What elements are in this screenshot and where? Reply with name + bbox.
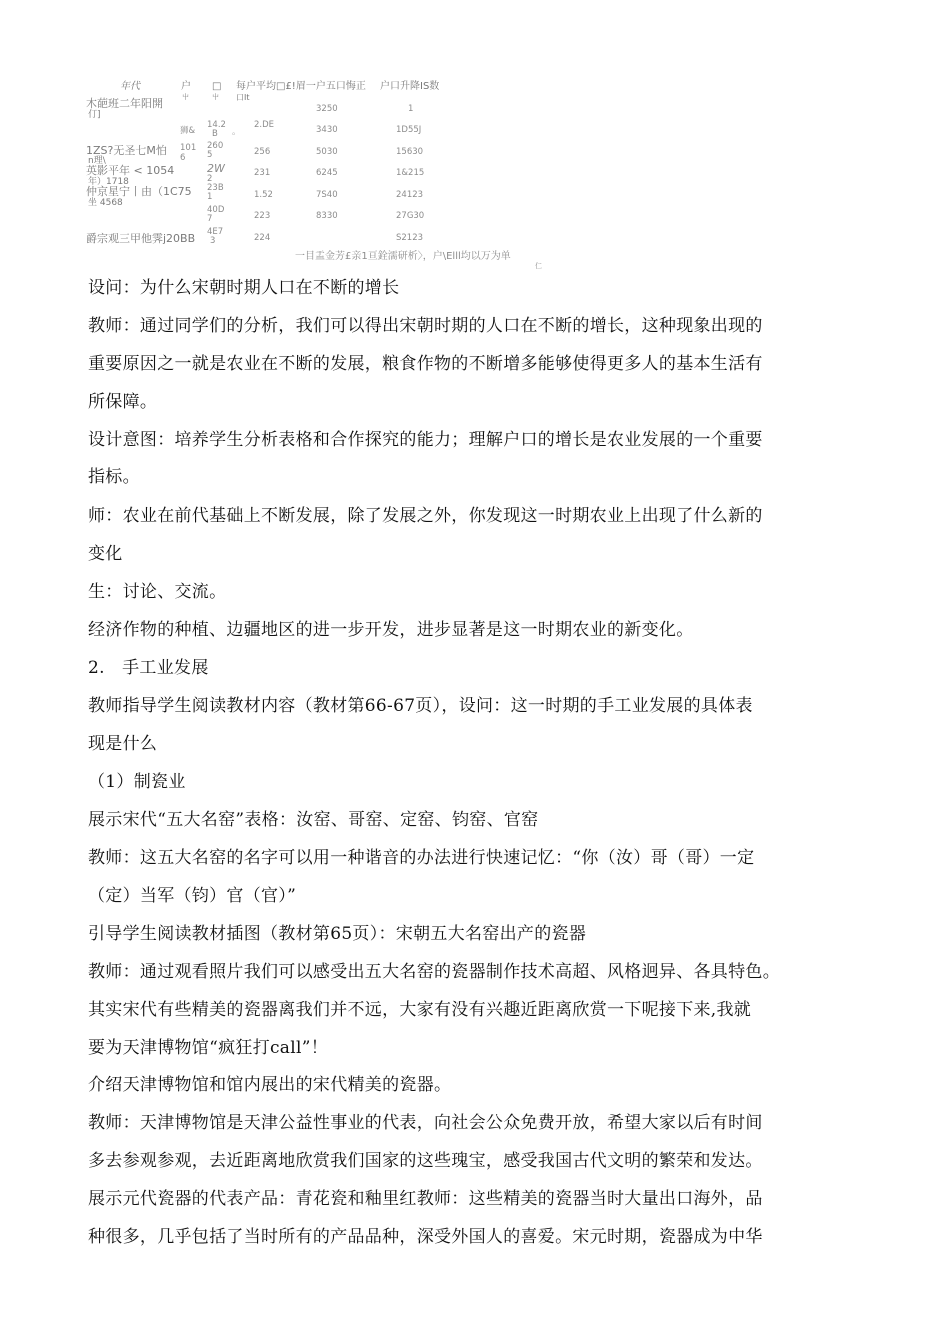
avg-value: 256 <box>254 147 271 157</box>
col3-value: 1 <box>207 192 213 202</box>
paragraph-line: 种很多，几乎包括了当时所有的产品品种，深受外国人的喜爱。宋元时期，瓷器成为中华 <box>88 1227 763 1247</box>
table-caption: 一目盂金芳£亲1亘銓濡研析〉，户\Elll均以万为单 <box>295 251 511 262</box>
paragraph-line: 展示宋代“五大名窑”表格：汝窑、哥窑、定窑、钧窑、官窑 <box>88 810 539 830</box>
col3-value: 2W <box>207 162 225 175</box>
paragraph-line: 生：讨论、交流。 <box>88 582 227 602</box>
era-label: 英影平年 < 1054 <box>86 164 175 177</box>
avg-value: 2.DE <box>254 120 275 130</box>
paragraph-line: （定）当军（钧）官（官）” <box>88 886 297 906</box>
paragraph-line: 教师：通过观看照片我们可以感受出五大名窑的瓷器制作技术高超、风格迥异、各具特色。 <box>88 962 780 982</box>
households-value: 狮& <box>180 126 196 136</box>
paragraph-line: 师：农业在前代基础上不断发展，除了发展之外，你发现这一时期农业上出现了什么新的 <box>88 506 763 526</box>
paragraph-line: 设问：为什么宋朝时期人口在不断的增长 <box>88 278 400 298</box>
table-header-households-sub: 屮 <box>182 93 189 101</box>
paragraph-line: 介绍天津博物馆和馆内展出的宋代精美的瓷器。 <box>88 1075 452 1095</box>
section-heading: 2. 手工业发展 <box>88 658 209 678</box>
era-label: 仲京星宁丨由（1C75 <box>86 185 192 198</box>
paragraph-line: 要为天津博物馆“疯狂打call”！ <box>88 1038 329 1058</box>
rise-value: 27G30 <box>396 211 425 221</box>
rise-value: 15630 <box>396 147 424 157</box>
table-header-era: 年代 <box>120 81 140 92</box>
paragraph-line: 教师指导学生阅读教材内容（教材第66-67页），设问：这一时期的手工业发展的具体表 <box>88 696 753 716</box>
col3-value: 14.2 <box>207 120 226 130</box>
table-dot: 。 <box>232 127 241 137</box>
col3-value: 4E7 <box>207 227 224 237</box>
col3-value: 23B <box>207 183 224 193</box>
era-label: 坐 4568 <box>88 198 123 208</box>
col3-value: 7 <box>207 214 213 224</box>
five-person-value: 3430 <box>316 125 338 135</box>
paragraph-line: 教师：这五大名窑的名字可以用一种谐音的办法进行快速记忆：“你（汝）哥（哥）一定 <box>88 848 755 868</box>
avg-value: 1.52 <box>254 190 273 200</box>
five-person-value: 7S40 <box>316 190 338 200</box>
subsection-heading: （1）制瓷业 <box>88 772 186 792</box>
col3-value: 260 <box>207 141 224 151</box>
table-header-households: 户 <box>181 81 191 92</box>
era-label: 1ZS?无圣七M怕 <box>86 144 167 157</box>
rise-value: 1 <box>408 104 414 114</box>
paragraph-line: 教师：天津博物馆是天津公益性事业的代表，向社会公众免费开放，希望大家以后有时间 <box>88 1113 763 1133</box>
paragraph-line: 经济作物的种植、边疆地区的进一步开发，进步显著是这一时期农业的新变化。 <box>88 620 694 640</box>
era-label: 仃] <box>88 110 101 120</box>
five-person-value: 3250 <box>316 104 338 114</box>
table-header-avg-sub: 口It <box>236 93 250 102</box>
era-label: n理\ <box>88 156 106 166</box>
rise-value: S2123 <box>396 233 424 243</box>
rise-value: 24123 <box>396 190 424 200</box>
col3-value: 2 <box>207 174 213 184</box>
table-header-col3-sub: 屮 <box>212 93 219 101</box>
col3-value: 3 <box>210 236 216 246</box>
households-value: 101 <box>180 143 197 153</box>
avg-value: 223 <box>254 211 271 221</box>
population-table-image <box>86 76 556 270</box>
col3-value: 5 <box>207 150 213 160</box>
paragraph-line: 其实宋代有些精美的瓷器离我们并不远，大家有没有兴趣近距离欣赏一下呢接下来,我就 <box>88 1000 752 1020</box>
paragraph-line: 所保障。 <box>88 392 158 412</box>
col3-value: 40D <box>207 205 225 215</box>
paragraph-line: 引导学生阅读教材插图（教材第65页）：宋朝五大名窑出产的瓷器 <box>88 924 587 944</box>
households-value: 6 <box>180 153 186 163</box>
five-person-value: 6245 <box>316 168 338 178</box>
table-header-col3: □ <box>212 81 222 92</box>
paragraph-line: 设计意图：培养学生分析表格和合作探究的能力；理解户口的增长是农业发展的一个重要 <box>88 430 763 450</box>
rise-value: 1D55J <box>396 125 422 135</box>
rise-value: 1&215 <box>396 168 425 178</box>
paragraph-line: 变化 <box>88 544 123 564</box>
paragraph-line: 现是什么 <box>88 734 158 754</box>
paragraph-line: 重要原因之一就是农业在不断的发展，粮食作物的不断增多能够使得更多人的基本生活有 <box>88 354 763 374</box>
avg-value: 224 <box>254 233 271 243</box>
paragraph-line: 多去参观参观，去近距离地欣赏我们国家的这些瑰宝，感受我国古代文明的繁荣和发达。 <box>88 1151 763 1171</box>
era-label: 木葩班二年阳開 <box>86 97 163 110</box>
table-header-avg: 每户平均□£!眉一户五口悔正 <box>236 81 366 92</box>
avg-value: 231 <box>254 168 271 178</box>
table-caption-tail: 仁 <box>535 262 542 270</box>
five-person-value: 5030 <box>316 147 338 157</box>
paragraph-line: 教师：通过同学们的分析，我们可以得出宋朝时期的人口在不断的增长，这种现象出现的 <box>88 316 763 336</box>
paragraph-line: 指标。 <box>88 467 140 487</box>
paragraph-line: 展示元代瓷器的代表产品：青花瓷和釉里红教师：这些精美的瓷器当时大量出口海外，品 <box>88 1189 763 1209</box>
table-header-rise: 户口升降IS数 <box>380 81 440 92</box>
era-label: 年）1718 <box>88 177 129 187</box>
era-label: 爵宗观三甲他霁j20BB <box>86 232 196 245</box>
five-person-value: 8330 <box>316 211 338 221</box>
col3-value: B <box>212 129 218 139</box>
